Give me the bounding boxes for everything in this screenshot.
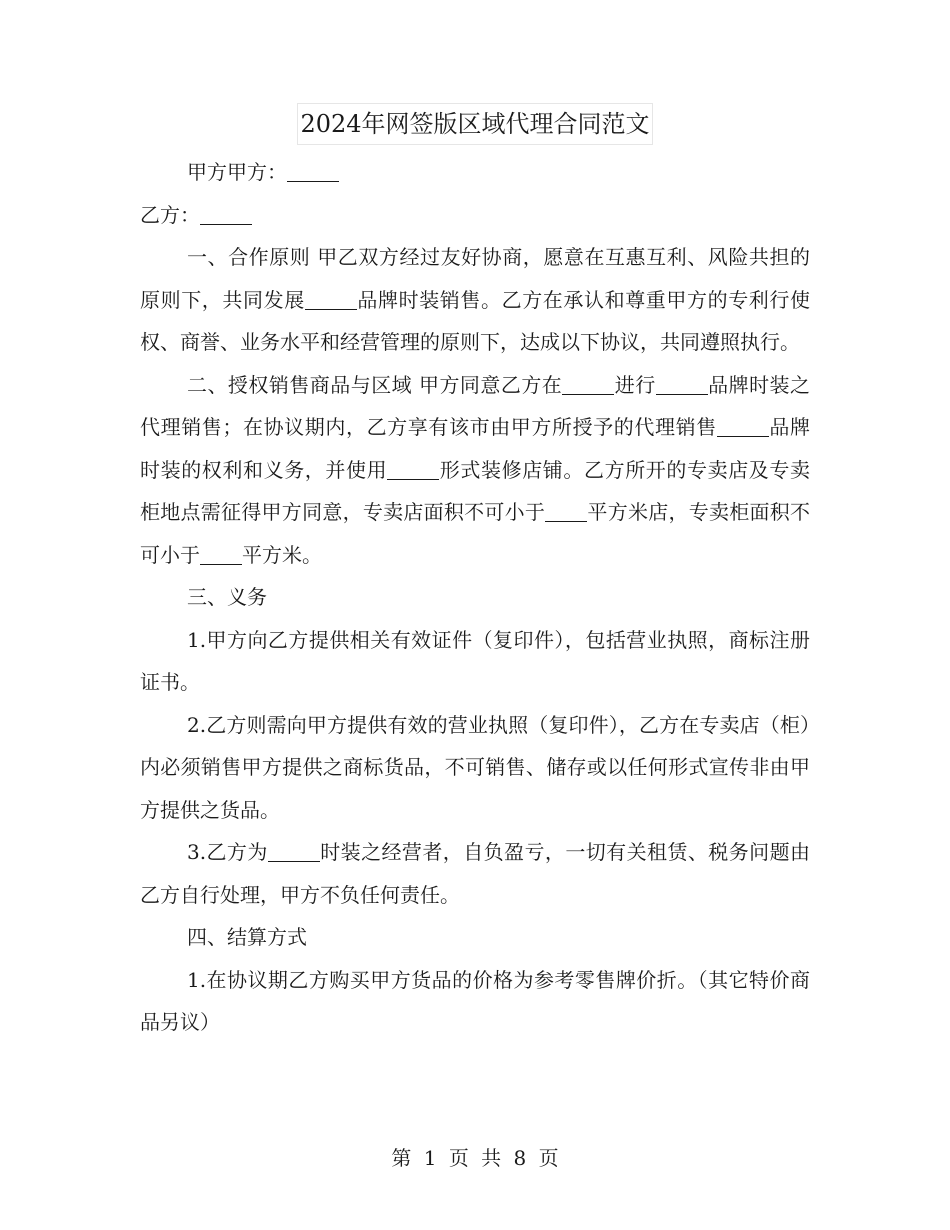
section-3-item-1: 1.甲方向乙方提供相关有效证件（复印件），包括营业执照，商标注册证书。 xyxy=(140,627,810,694)
operator-blank xyxy=(268,841,320,862)
section-2-text-f: 平方米店，专卖柜面积不可小于 xyxy=(140,500,811,567)
section-4-item-1: 1.在协议期乙方购买甲方货品的价格为参考零售牌价折。（其它特价商品另议） xyxy=(140,967,810,1034)
party-b-line xyxy=(140,194,810,237)
party-a-label: 甲方甲方： xyxy=(187,160,287,184)
section-2-paragraph xyxy=(140,364,810,577)
party-b-label: 乙方： xyxy=(140,202,200,227)
region-blank xyxy=(562,374,614,395)
page-footer xyxy=(0,1140,950,1176)
section-3-item-3-text-a: 3.乙方为 xyxy=(187,840,268,864)
section-2-text-e: 形式装修店铺。乙方所开的专卖店及专卖柜地点需征得甲方同意，专卖店面积不可小于 xyxy=(140,457,811,524)
store-area-blank xyxy=(545,501,587,522)
party-b-blank xyxy=(200,204,252,225)
section-2-text-b: 进行 xyxy=(614,372,656,397)
section-3-item-2: 2.乙方则需向甲方提供有效的营业执照（复印件），乙方在专卖店（柜）内必须销售甲方提供之商标货品，不可销售、储存或以任何形式宣传非由甲方提供之货品。 xyxy=(140,712,810,822)
section-3-item-3 xyxy=(140,831,810,916)
page-number: 第 1 页 共 8 页 xyxy=(391,1146,559,1170)
section-2-text-c: 品牌时装之代理销售；在协议期内，乙方享有该市由甲方所授予的代理销售 xyxy=(140,372,811,439)
document-title: 2024年网签版区域代理合同范文 xyxy=(297,103,652,145)
section-2-text-g: 平方米。 xyxy=(242,542,322,567)
brand-blank xyxy=(656,374,708,395)
counter-area-blank xyxy=(200,544,242,565)
section-4-heading: 四、结算方式 xyxy=(187,925,307,949)
document-body xyxy=(140,151,810,1044)
section-1-text-a: 一、合作原则 甲乙双方经过友好协商，愿意在互惠互利、风险共担的原则下，共同发展 xyxy=(140,245,810,312)
section-2-text-a: 二、授权销售商品与区域 甲方同意乙方在 xyxy=(187,372,563,397)
decoration-form-blank xyxy=(387,459,439,480)
party-a-blank xyxy=(287,161,339,182)
section-1-text-b: 品牌时装销售。乙方在承认和尊重甲方的专利行使权、商誉、业务水平和经营管理的原则下，达成以下协议，共同遵照执行。 xyxy=(140,287,811,354)
section-2-text-d: 品牌时装的权利和义务，并使用 xyxy=(140,415,811,482)
section-1-paragraph xyxy=(140,236,810,364)
brand-blank xyxy=(717,416,769,437)
section-3-heading: 三、义务 xyxy=(187,585,267,609)
party-a-line xyxy=(140,151,810,194)
document-title-wrapper xyxy=(0,103,950,145)
brand-blank xyxy=(305,289,357,310)
section-3-item-3-text-b: 时装之经营者，自负盈亏，一切有关租赁、税务问题由乙方自行处理，甲方不负任何责任。 xyxy=(140,840,811,907)
